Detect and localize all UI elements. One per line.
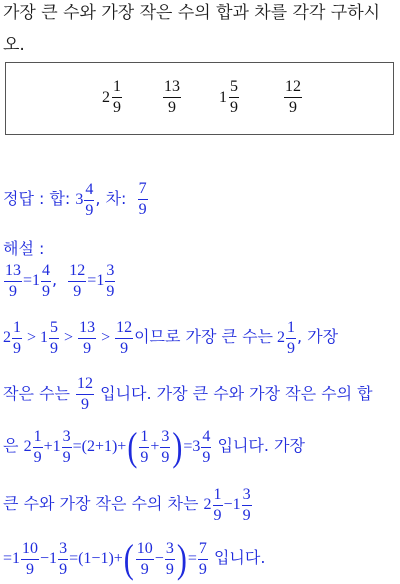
question-line-1: 가장 큰 수와 가장 작은 수의 합과 차를 각각 구하시	[3, 3, 381, 23]
solution-step-2: 2 $\frac{1}{9}$ > 1 $\frac{5}{9}$ > $\frac{13}{9}$ > $\frac{12}{9}$ 이므로 가장 큰 수는 2 $\frac{1}{9}$ , 가장	[3, 319, 339, 357]
solution-step-3: 작은 수는 $\frac{12}{9}$ 입니다. 가장 큰 수와 가장 작은 수의 합	[3, 375, 373, 413]
choice-2: $\frac{13}{9}$	[164, 78, 180, 116]
question-line-2: 오.	[3, 35, 25, 55]
solution-label: 해설 :	[3, 239, 45, 258]
choice-1: 2 $\frac{1}{9}$	[102, 78, 121, 116]
choices-box	[5, 62, 394, 135]
solution-step-1: $\frac{13}{9}$ =1 $\frac{4}{9}$ , $\frac{12}{9}$ =1 $\frac{3}{9}$	[5, 262, 115, 300]
answer-sum: 3 $\frac{4}{9}$	[75, 180, 94, 219]
answer-diff: $\frac{7}{9}$	[138, 180, 147, 218]
solution-step-5: 큰 수와 가장 작은 수의 차는 2 $\frac{1}{9}$ −1 $\frac{3}{9}$	[3, 486, 251, 524]
answer-label: 정답 : 합:	[3, 189, 76, 208]
answer-line: 정답 : 합: 3 $\frac{4}{9}$ , 차: $\frac{7}{9}$	[3, 180, 147, 219]
solution-step-6: =1 $\frac{10}{9}$ −1 $\frac{3}{9}$ =(1−1)+( $\frac{10}{9}$ − $\frac{3}{9}$ )= $\frac{7}{9}$ 입니다.	[3, 536, 266, 582]
solution-step-4: 은 2 $\frac{1}{9}$ +1 $\frac{3}{9}$ =(2+1)+( $\frac{1}{9}$ + $\frac{3}{9}$ )=3 $\frac{4}{9}$ 입니다. 가장	[3, 424, 305, 470]
choice-3: 1 $\frac{5}{9}$	[219, 78, 238, 116]
choice-4: $\frac{12}{9}$	[285, 78, 301, 116]
